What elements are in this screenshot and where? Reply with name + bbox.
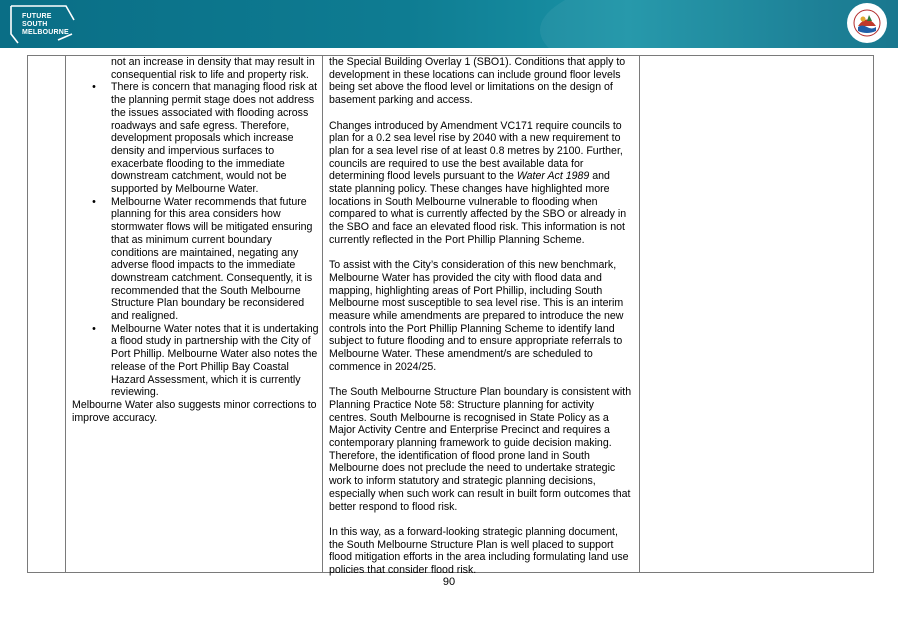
future-south-melbourne-logo bbox=[8, 4, 88, 44]
water-act-reference: Water Act 1989 bbox=[516, 170, 590, 183]
table-column-submission bbox=[66, 56, 323, 572]
brand-line-1: FUTURE bbox=[22, 13, 52, 20]
bullet-text: Melbourne Water recommends that future planning for this area considers how stormwater flows will be mitigated ensuring that as minimum current boundary conditions are maintained, negating any adverse flood impacts to the immediate downstream catchment. Consequently, it is recommended that the South Melbourne Structure Plan boundary be reconsidered and realigned. bbox=[111, 195, 313, 323]
brand-line-3: MELBOURNE bbox=[22, 29, 69, 36]
table-column-outcome bbox=[640, 56, 873, 572]
response-paragraph-1: the Special Building Overlay 1 (SBO1). Conditions that apply to development in these locations can include ground floor levels being set above the flood level or limitations on the design of basement parking and access. bbox=[329, 56, 626, 107]
response-paragraph-3: To assist with the City’s consideration of this new benchmark, Melbourne Water has provided the city with flood data and mapping, highlighting areas of Port Phillip, including South Melbourne most susceptible to sea level rise. This is an interim measure while amendments are prepared to introduce the new controls into the Port Phillip Planning Scheme to identify land subject to future flooding and to ensure appropriate referrals to Melbourne Water. These amendment/s are scheduled to commence in 2024/25. bbox=[329, 259, 624, 373]
submission-table bbox=[27, 55, 874, 577]
table-column-number bbox=[28, 56, 66, 572]
closing-text: Melbourne Water also suggests minor corrections to improve accuracy. bbox=[72, 398, 317, 424]
page-header bbox=[0, 0, 898, 48]
submission-bullet-list bbox=[72, 81, 319, 399]
list-item bbox=[72, 323, 319, 399]
bullet-text: There is concern that managing flood risk at the planning permit stage does not address the issues associated with flooding across roadways and safe egress. Therefore, development proposals which increase density and impervious surfaces to exacerbate flooding to the immediate downstream catchment, would not be supported by Melbourne Water. bbox=[111, 81, 318, 196]
header-swoosh bbox=[540, 0, 898, 48]
table-column-response bbox=[323, 56, 640, 577]
response-paragraph-5: In this way, as a forward-looking strategic planning document, the South Melbourne Structure Plan is well placed to support flood mitigation efforts in the area including formulating land use policies that consider flood risk. bbox=[329, 525, 629, 577]
response-paragraph-4: The South Melbourne Structure Plan boundary is consistent with Planning Practice Note 58: Structure planning for activity centres. South Melbourne is recognised in State Policy as a Major Activity Centre and Enterprise Precinct and requires a contemporary planning framework to guide decision making. Therefore, the identification of flood prone land in South Melbourne does not preclude the need to undertake strategic work to inform statutory and strategic planning decisions, especially when such work can result in built form outcomes that better respond to flood risk. bbox=[329, 386, 632, 513]
bullet-icon: • bbox=[92, 81, 96, 94]
page-number: 90 bbox=[442, 576, 456, 588]
seal-icon bbox=[846, 2, 888, 44]
city-of-port-phillip-seal bbox=[846, 2, 888, 44]
paragraph-2-text-end: and state planning policy. These changes have highlighted more locations in South Melbourne vulnerable to flooding when compared to what is currently affected by the SBO or already in the SBO and face an elevated flood risk. This information is not currently reflected in the Port Phillip Planning Scheme. bbox=[329, 170, 627, 246]
continued-text: not an increase in density that may result in consequential risk to life and property risk. bbox=[111, 56, 315, 81]
paragraph-2-text-start: Changes introduced by Amendment VC171 require councils to plan for a 0.2 sea level rise by 2040 with a new requirement to plan for a sea level rise of at least 0.8 metres by 2100. Further, councils are required to use the best available data for determining flood levels pursuant to the bbox=[329, 119, 623, 183]
list-item bbox=[72, 196, 319, 323]
bullet-icon: • bbox=[92, 322, 96, 335]
response-paragraph-2 bbox=[329, 120, 633, 247]
list-item bbox=[72, 81, 319, 195]
logo-outline-icon bbox=[8, 4, 88, 46]
bullet-text: Melbourne Water notes that it is undertaking a flood study in partnership with the City of Port Phillip. Melbourne Water also notes the release of the Port Phillip Bay Coastal Hazard Assessment, which it is currently reviewing. bbox=[111, 322, 319, 399]
bullet-icon: • bbox=[92, 195, 96, 208]
brand-line-2: SOUTH bbox=[22, 21, 48, 28]
